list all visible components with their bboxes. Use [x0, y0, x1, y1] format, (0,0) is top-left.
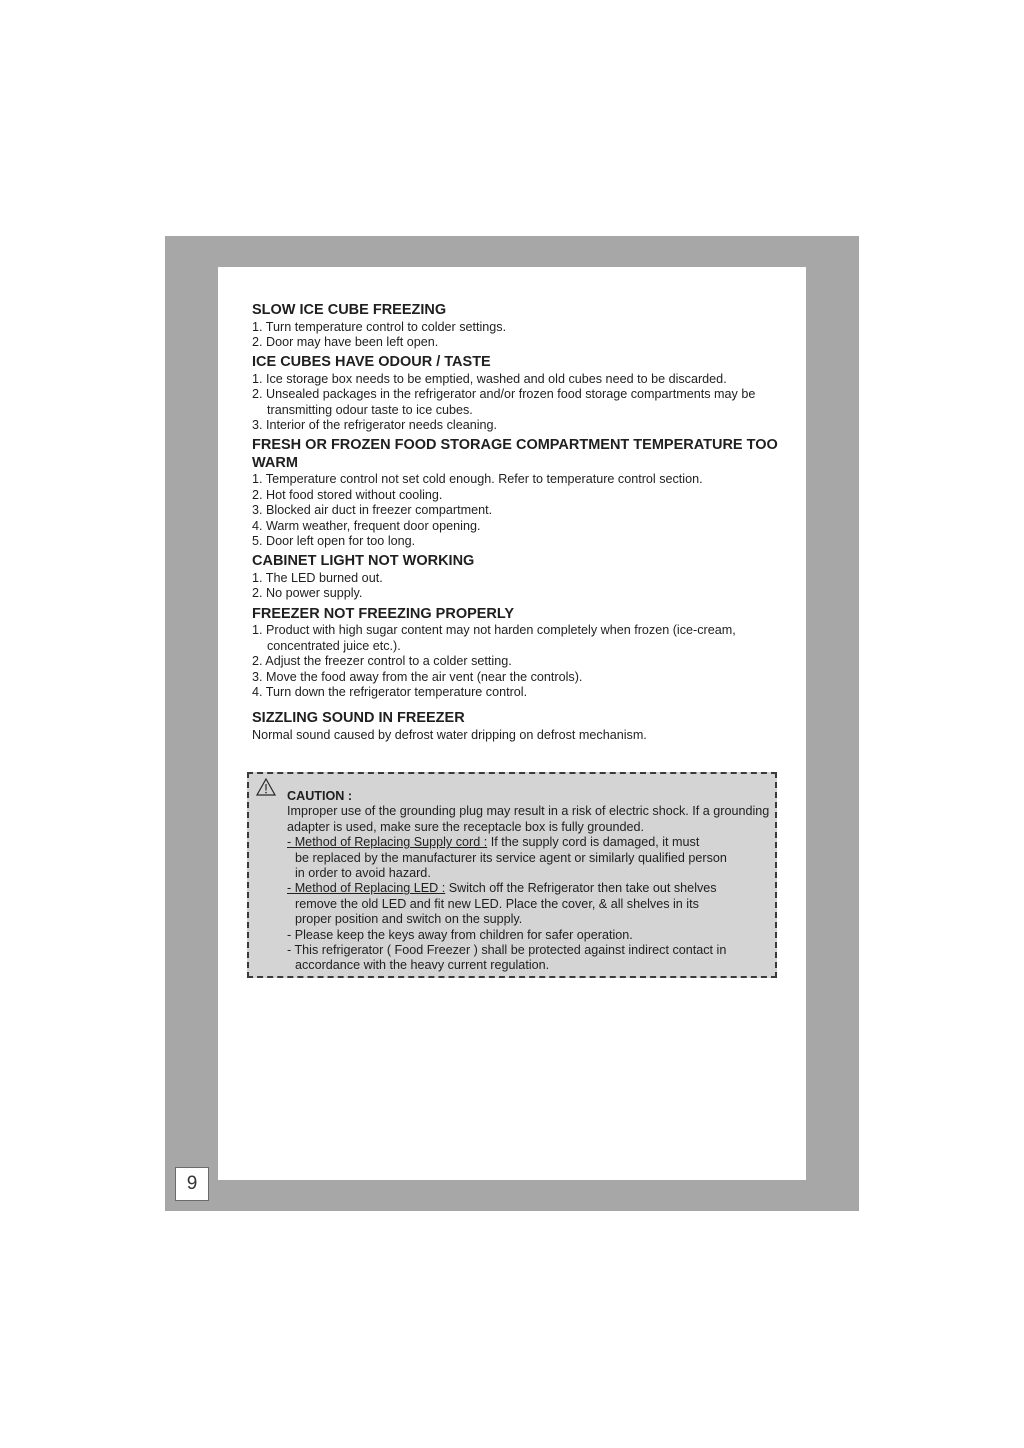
list-item: 2. Adjust the freezer control to a colder setting.: [252, 654, 512, 669]
caution-keys: - Please keep the keys away from children for safer operation.: [287, 927, 633, 942]
section-heading: CABINET LIGHT NOT WORKING: [252, 553, 475, 570]
led-text: Switch off the Refrigerator then take out shelves: [445, 881, 717, 896]
section-slow-ice-cube-freezing: [252, 302, 792, 350]
caution-led: [287, 881, 773, 927]
supply-cord-text-line: in order to avoid hazard.: [295, 866, 431, 881]
supply-cord-text: If the supply cord is damaged, it must: [487, 835, 700, 850]
caution-protection: - This refrigerator ( Food Freezer ) shall be protected against indirect contact in: [287, 943, 727, 958]
section-heading: SLOW ICE CUBE FREEZING: [252, 302, 447, 318]
list-item: 2. Door may have been left open.: [252, 334, 439, 349]
section-heading: FREEZER NOT FREEZING PROPERLY: [252, 605, 515, 622]
list-item: 1. The LED burned out.: [252, 570, 383, 585]
caution-title: CAUTION :: [287, 789, 353, 803]
supply-cord-text-line: be replaced by the manufacturer its service agent or similarly qualified person: [295, 850, 727, 865]
caution-intro: Improper use of the grounding plug may result in a risk of electric shock. If a grounding adapter is used, make sure the receptacle box is fully grounded.: [287, 804, 770, 834]
list-item: 3. Blocked air duct in freezer compartment.: [252, 503, 493, 518]
page-number: 9: [175, 1167, 209, 1201]
list-item: 4. Warm weather, frequent door opening.: [252, 518, 481, 533]
list-item: 2. Hot food stored without cooling.: [252, 487, 443, 502]
supply-cord-label: - Method of Replacing Supply cord :: [287, 835, 488, 850]
section-cabinet-light: [252, 553, 792, 601]
section-compartment-too-warm: [252, 437, 792, 549]
list-item: 1. Temperature control not set cold enough. Refer to temperature control section.: [252, 472, 703, 487]
list-item: 2. No power supply.: [252, 586, 363, 601]
caution-protection-line: accordance with the heavy current regulation.: [295, 958, 550, 973]
section-heading: ICE CUBES HAVE ODOUR / TASTE: [252, 354, 491, 371]
list-item: 1. Turn temperature control to colder settings.: [252, 319, 507, 334]
list-item: 2. Unsealed packages in the refrigerator and/or frozen food storage compartments may be transmitting odour taste to ice cubes.: [252, 387, 756, 417]
list-item: 4. Turn down the refrigerator temperature control.: [252, 684, 528, 699]
section-text: Normal sound caused by defrost water dripping on defrost mechanism.: [252, 727, 647, 742]
caution-body: [287, 789, 773, 974]
caution-box: [247, 772, 777, 978]
section-sizzling-sound: [252, 710, 792, 743]
list-item: 1. Product with high sugar content may not harden completely when frozen (ice-cream, concentrated juice etc.).: [252, 623, 736, 653]
section-heading: FRESH OR FROZEN FOOD STORAGE COMPARTMENT TEMPERATURE TOO WARM: [252, 437, 778, 471]
troubleshooting-content: [252, 302, 792, 743]
led-text-line: proper position and switch on the supply.: [295, 912, 523, 927]
list-item: 5. Door left open for too long.: [252, 534, 416, 549]
led-text-line: remove the old LED and fit new LED. Place the cover, & all shelves in its: [295, 896, 699, 911]
list-item: 1. Ice storage box needs to be emptied, washed and old cubes need to be discarded.: [252, 371, 727, 386]
list-item: 3. Interior of the refrigerator needs cleaning.: [252, 418, 498, 433]
caution-supply-cord: [287, 835, 773, 881]
led-label: - Method of Replacing LED :: [287, 881, 446, 896]
section-ice-cubes-odour: [252, 354, 792, 433]
warning-triangle-icon: [256, 778, 276, 796]
section-freezer-not-freezing: [252, 606, 792, 701]
list-item: 3. Move the food away from the air vent (near the controls).: [252, 669, 583, 684]
section-heading: SIZZLING SOUND IN FREEZER: [252, 710, 465, 727]
